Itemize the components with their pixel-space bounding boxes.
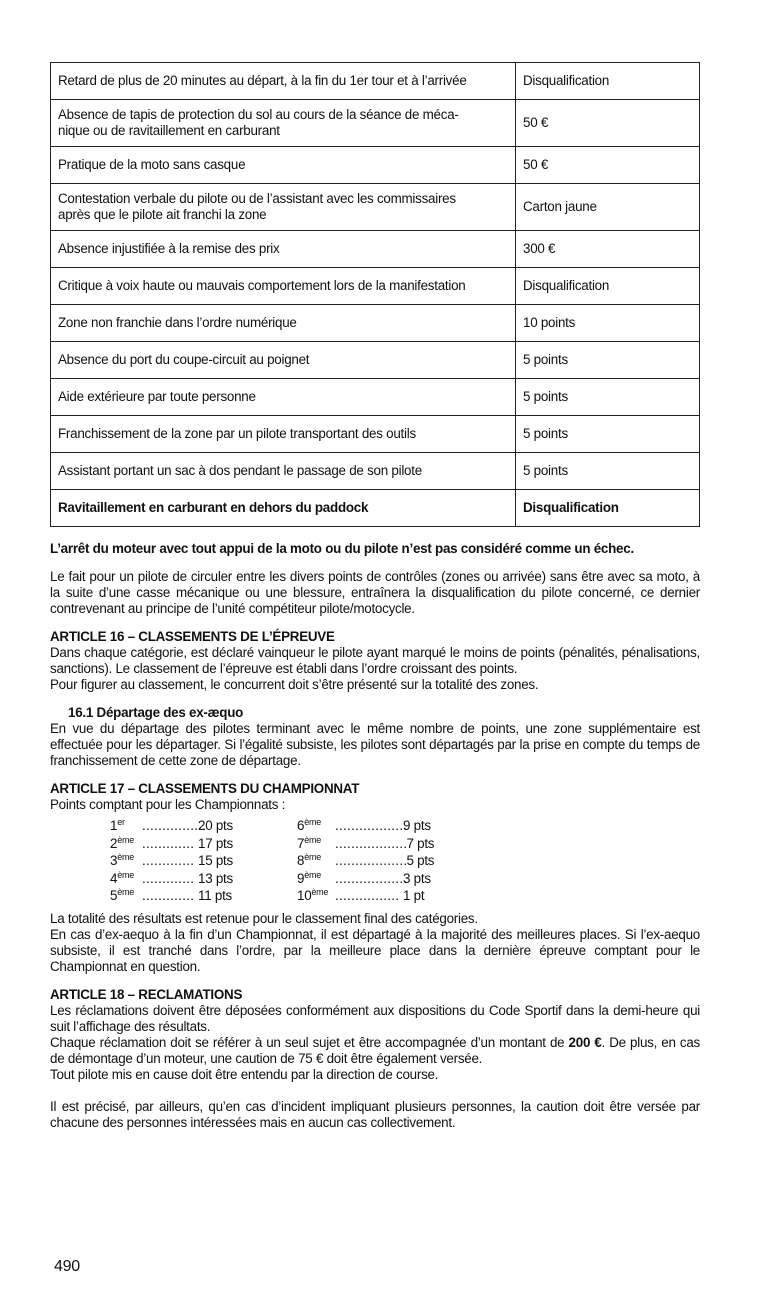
article-17-title: ARTICLE 17 – CLASSEMENTS DU CHAMPIONNAT [50, 781, 360, 796]
points-row [297, 870, 434, 888]
rank-suffix: ème [117, 869, 134, 880]
penalty-sanction: 5 points [516, 379, 700, 416]
points-rank [110, 852, 142, 870]
points-row [110, 887, 233, 905]
leader-dots: .................. [335, 870, 408, 886]
penalty-row [51, 453, 700, 490]
penalty-sanction: Carton jaune [516, 184, 700, 231]
points-row [297, 835, 434, 853]
penalty-offense: Absence injustifiée à la remise des prix [51, 231, 516, 268]
points-rank [110, 817, 142, 835]
leader-dots: .................. [335, 818, 408, 833]
rank-suffix: ème [304, 817, 321, 827]
points-row [110, 852, 233, 870]
rank-number: 6 [297, 818, 305, 833]
points-row [110, 817, 233, 835]
penalty-sanction: 10 points [516, 305, 700, 342]
penalty-sanction: 300 € [516, 231, 700, 268]
article-16-1-paragraph: En vue du départage des pilotes terminant avec le même nombre de points, une zone supplémentaire est effectuée pour les départager. Si l’égalité subsiste, les pilotes sont départagés par la prise en compte du temps de franchissement de cette zone de départage. [50, 721, 700, 768]
points-row [110, 870, 233, 888]
article-18-paragraph-3: Tout pilote mis en cause doit être entendu par la direction de course. [50, 1067, 439, 1082]
article-16-paragraph-1: Dans chaque catégorie, est déclaré vainqueur le pilote ayant marqué le moins de points (pénalités, pénalisations, sanctions). Le classement de l’épreuve est établi dans l’ordre croissant des points. [50, 645, 700, 676]
points-value: 7 pts [403, 835, 435, 851]
points-rank [297, 835, 335, 853]
article-18-title: ARTICLE 18 – RECLAMATIONS [50, 987, 243, 1002]
penalty-row [51, 342, 700, 379]
points-value: 20 pts [198, 818, 233, 833]
leader-dots: ............. [142, 888, 195, 903]
article-16-1-title: 16.1 Départage des ex-æquo [68, 705, 244, 720]
penalty-sanction: 5 points [516, 342, 700, 379]
penalty-row [51, 268, 700, 305]
article-18 [50, 987, 700, 1131]
article-18-paragraph-1: Les réclamations doivent être déposées conformément aux dispositions du Code Sportif dans la demi-heure qui suit l’affichage des résultats. [50, 1003, 700, 1034]
penalty-row [51, 100, 700, 147]
article-18-p2-start: Chaque réclamation doit se référer à un seul sujet et être accompagnée d’un montant de [50, 1035, 569, 1050]
rank-number: 10 [297, 888, 312, 903]
leader-dots: ............. [142, 835, 195, 851]
penalty-sanction: Disqualification [516, 63, 700, 100]
page-content [50, 62, 700, 1131]
points-rank [297, 870, 335, 888]
penalty-sanction: 50 € [516, 100, 700, 147]
penalty-row [51, 63, 700, 100]
penalty-offense: Critique à voix haute ou mauvais comportement lors de la manifestation [51, 268, 516, 305]
points-rank [110, 835, 142, 853]
points-row [297, 817, 434, 835]
penalty-row [51, 231, 700, 268]
article-17 [50, 781, 700, 975]
article-17-intro: Points comptant pour les Championnats : [50, 797, 286, 812]
article-16-title: ARTICLE 16 – CLASSEMENTS DE L’ÉPREUVE [50, 629, 335, 644]
leader-dots: .................. [335, 835, 408, 851]
rank-suffix: ème [304, 852, 321, 862]
points-rank [110, 870, 142, 888]
penalty-row [51, 184, 700, 231]
penalty-row [51, 305, 700, 342]
penalty-offense: Absence du port du coupe-circuit au poignet [51, 342, 516, 379]
article-16 [50, 629, 700, 769]
penalty-offense: Ravitaillement en carburant en dehors du paddock [51, 490, 516, 527]
leader-dots: ............. [142, 870, 195, 886]
points-value: 13 pts [198, 870, 233, 886]
rank-suffix: ème [304, 869, 321, 880]
points-column-left [110, 817, 233, 905]
points-rank [297, 817, 335, 835]
rank-number: 4 [110, 870, 118, 886]
penalty-offense: Franchissement de la zone par un pilote transportant des outils [51, 416, 516, 453]
championship-points-table [50, 817, 700, 905]
penalty-offense: Pratique de la moto sans casque [51, 147, 516, 184]
rank-number: 9 [297, 870, 305, 886]
rank-number: 1 [110, 818, 118, 833]
rank-number: 7 [297, 835, 305, 851]
rank-suffix: ème [311, 887, 329, 897]
rank-number: 5 [110, 888, 118, 903]
points-row [297, 852, 434, 870]
penalty-offense: Aide extérieure par toute personne [51, 379, 516, 416]
penalty-sanction: Disqualification [516, 490, 700, 527]
page-number: 490 [54, 1258, 80, 1275]
points-value: 11 pts [198, 888, 232, 903]
leader-dots: ............. [142, 853, 195, 868]
points-column-right [297, 817, 434, 905]
points-value: 1 pt [403, 888, 425, 903]
rank-suffix: ème [304, 834, 321, 845]
engine-stop-notice: L’arrêt du moteur avec tout appui de la moto ou du pilote n’est pas considéré comme un échec. [50, 541, 634, 556]
points-rank [297, 887, 335, 905]
points-value: 9 pts [403, 818, 431, 833]
penalty-offense: Contestation verbale du pilote ou de l’assistant avec les commissaires après que le pilote ait franchi la zone [51, 184, 516, 231]
leader-dots: ................ [142, 818, 207, 833]
penalty-offense: Absence de tapis de protection du sol au cours de la séance de méca- nique ou de ravitaillement en carburant [51, 100, 516, 147]
points-value: 3 pts [403, 870, 431, 886]
points-value: 15 pts [198, 853, 233, 868]
penalty-sanction: Disqualification [516, 268, 700, 305]
penalty-offense: Assistant portant un sac à dos pendant le passage de son pilote [51, 453, 516, 490]
penalty-row [51, 416, 700, 453]
article-18-paragraph-4: Il est précisé, par ailleurs, qu’en cas d’incident impliquant plusieurs personnes, la caution doit être versée par chacune des personnes intéressées mais en aucun cas collectivement. [50, 1099, 700, 1130]
rank-suffix: ème [117, 887, 134, 897]
points-row [110, 835, 233, 853]
penalty-row [51, 147, 700, 184]
rank-suffix: er [117, 817, 125, 827]
rank-suffix: ème [117, 834, 134, 845]
leader-dots: .................. [335, 853, 408, 868]
penalties-table [50, 62, 700, 527]
claim-amount: 200 € [568, 1035, 602, 1050]
penalty-offense: Retard de plus de 20 minutes au départ, à la fin du 1er tour et à l’arrivée [51, 63, 516, 100]
penalty-sanction: 5 points [516, 416, 700, 453]
penalty-offense: Zone non franchie dans l’ordre numérique [51, 305, 516, 342]
points-value: 5 pts [403, 853, 435, 868]
penalty-sanction: 50 € [516, 147, 700, 184]
penalty-sanction: 5 points [516, 453, 700, 490]
rank-number: 2 [110, 835, 118, 851]
penalty-row [51, 490, 700, 527]
article-18-p2-end: . De plus, en cas de démontage d’un moteur, une caution de 75 € doit être également versée. [50, 1035, 700, 1066]
rank-suffix: ème [117, 852, 134, 862]
article-18-paragraph-2 [50, 1035, 700, 1067]
points-value: 17 pts [198, 835, 233, 851]
points-row [297, 887, 434, 905]
rank-number: 3 [110, 853, 118, 868]
points-rank [110, 887, 142, 905]
article-17-paragraph-2: En cas d’ex-aequo à la fin d’un Championnat, il est départagé à la majorité des meilleures places. Si l’ex-aequo subsiste, il est tranché dans l’ordre, par la meilleure place dans la dernière épreuve comptant pour le Championnat en question. [50, 927, 700, 974]
rank-number: 8 [297, 853, 305, 868]
article-17-paragraph-1: La totalité des résultats est retenue pour le classement final des catégories. [50, 911, 478, 926]
leader-dots: ................ [335, 888, 400, 903]
penalty-row [51, 379, 700, 416]
paragraph-circulation: Le fait pour un pilote de circuler entre les divers points de contrôles (zones ou arrivée) sans être avec sa moto, à la suite d’une casse mécanique ou une blessure, entraînera la disqualification du pilote concerné, ce dernier contrevenant au principe de l’unité compétiteur pilote/motocycle. [50, 569, 700, 616]
points-rank [297, 852, 335, 870]
article-16-paragraph-2: Pour figurer au classement, le concurrent doit s’être présenté sur la totalité des zones. [50, 677, 539, 692]
